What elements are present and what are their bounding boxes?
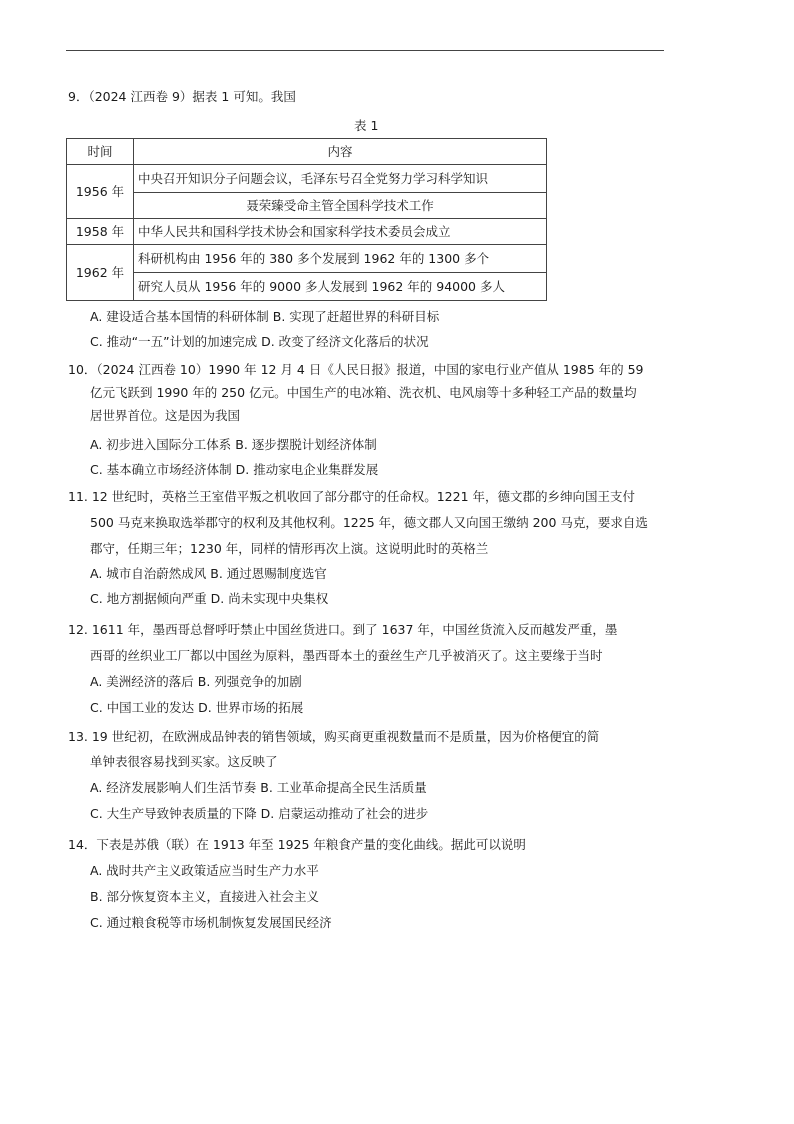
table-row — [67, 245, 547, 273]
header-time: 时间 — [67, 139, 134, 165]
row-content: 中华人民共和国科学技术协会和国家科学技术委员会成立 — [134, 219, 547, 245]
q13-line-2: 单钟表很容易找到买家。这反映了 — [90, 754, 278, 769]
q12-option-cd: C. 中国工业的发达 D. 世界市场的拓展 — [90, 700, 304, 715]
q11-line-1: 11. 12 世纪时，英格兰王室借平叛之机收回了部分郡守的任命权。1221 年，德文郡的乡绅向国王支付 — [68, 489, 636, 504]
row-content: 中央召开知识分子问题会议，毛泽东号召全党努力学习科学知识 — [134, 165, 547, 193]
row-year: 1962 年 — [67, 245, 134, 301]
q12-line-1: 12. 1611 年，墨西哥总督呼吁禁止中国丝货进口。到了 1637 年，中国丝货流入反而越发严重，墨 — [68, 622, 618, 637]
table-row — [67, 193, 547, 219]
q14-line-1: 14．下表是苏俄（联）在 1913 年至 1925 年粮食产量的变化曲线。据此可以说明 — [68, 837, 526, 852]
q9-stem: 9．（2024 江西卷 9）据表 1 可知。我国 — [68, 89, 296, 104]
q9-option-cd: C. 推动“一五”计划的加速完成 D. 改变了经济文化落后的状况 — [90, 334, 429, 349]
q14-option-c: C. 通过粮食税等市场机制恢复发展国民经济 — [90, 915, 332, 930]
q14-option-a: A. 战时共产主义政策适应当时生产力水平 — [90, 863, 319, 878]
q11-line-3: 郡守，任期三年；1230 年，同样的情形再次上演。这说明此时的英格兰 — [90, 541, 489, 556]
table-row — [67, 165, 547, 193]
q11-option-ab: A. 城市自治蔚然成风 B. 通过恩赐制度选官 — [90, 566, 327, 581]
row-content: 研究人员从 1956 年的 9000 多人发展到 1962 年的 94000 多人 — [134, 273, 547, 301]
table-1 — [66, 138, 547, 301]
q10-line-3: 居世界首位。这是因为我国 — [90, 408, 241, 423]
q9-option-ab: A. 建设适合基本国情的科研体制 B. 实现了赶超世界的科研目标 — [90, 309, 440, 324]
table-header-row — [67, 139, 547, 165]
q10-option-ab: A. 初步进入国际分工体系 B. 逐步摆脱计划经济体制 — [90, 437, 377, 452]
header-content: 内容 — [134, 139, 547, 165]
q13-option-cd: C. 大生产导致钟表质量的下降 D. 启蒙运动推动了社会的进步 — [90, 806, 429, 821]
q10-line-1: 10．（2024 江西卷 10）1990 年 12 月 4 日《人民日报》报道，中国的家电行业产值从 1985 年的 59 — [68, 362, 644, 377]
q10-line-2: 亿元飞跃到 1990 年的 250 亿元。中国生产的电冰箱、洗衣机、电风扇等十多种轻工产品的数量均 — [90, 385, 637, 400]
row-content: 聂荣臻受命主管全国科学技术工作 — [134, 193, 547, 219]
row-year: 1958 年 — [67, 219, 134, 245]
q10-option-cd: C. 基本确立市场经济体制 D. 推动家电企业集群发展 — [90, 462, 379, 477]
q11-option-cd: C. 地方割据倾向严重 D. 尚未实现中央集权 — [90, 591, 329, 606]
q11-line-2: 500 马克来换取选举郡守的权利及其他权利。1225 年，德文郡人又向国王缴纳 200 马克，要求自选 — [90, 515, 648, 530]
table-row — [67, 273, 547, 301]
row-content: 科研机构由 1956 年的 380 多个发展到 1962 年的 1300 多个 — [134, 245, 547, 273]
q13-option-ab: A. 经济发展影响人们生活节奏 B. 工业革命提高全民生活质量 — [90, 780, 427, 795]
table-row — [67, 219, 547, 245]
table-title: 表 1 — [354, 118, 379, 133]
q14-option-b: B. 部分恢复资本主义，直接进入社会主义 — [90, 889, 320, 904]
q13-line-1: 13. 19 世纪初，在欧洲成品钟表的销售领域，购买商更重视数量而不是质量，因为价格便宜的简 — [68, 729, 600, 744]
q12-line-2: 西哥的丝织业工厂都以中国丝为原料，墨西哥本土的蚕丝生产几乎被消灭了。这主要缘于当时 — [90, 648, 603, 663]
row-year: 1956 年 — [67, 165, 134, 219]
top-rule — [66, 50, 664, 51]
q12-option-ab: A. 美洲经济的落后 B. 列强竞争的加剧 — [90, 674, 302, 689]
